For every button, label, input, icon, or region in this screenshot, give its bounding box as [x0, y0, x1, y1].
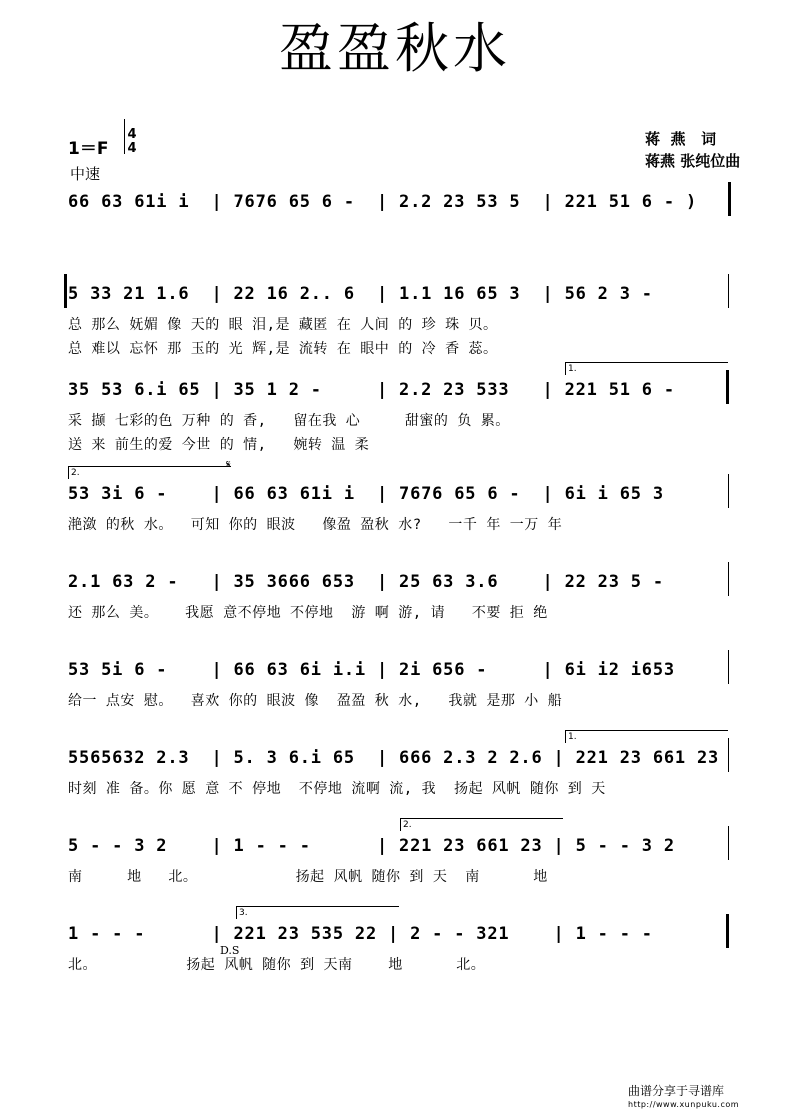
volta-bracket-2: 2.: [68, 466, 231, 479]
meter-divider: [124, 119, 125, 154]
score-row-3: [0, 364, 790, 470]
repeat-start-barline: [64, 274, 67, 308]
notation-line: 5 33 21 1.6 | 22 16 2.. 6 | 1.1 16 65 3 | 56 2 3 -: [68, 284, 653, 304]
barline: [728, 738, 729, 772]
lyric-verse-1: 采 撷 七彩的色 万种 的 香, 留在我 心 甜蜜的 负 累。: [68, 413, 510, 429]
volta-bracket-1b: 1.: [565, 730, 728, 743]
meter-bottom: 4: [127, 141, 137, 156]
notation-line: 35 53 6.i 65 | 35 1 2 - | 2.2 23 533 | 221 51 6 -: [68, 380, 675, 400]
volta-bracket-2b: 2.: [400, 818, 563, 831]
repeat-end-barline: [726, 370, 729, 404]
lyricist-credit: 蒋 燕 词: [645, 130, 717, 148]
barline: [728, 474, 729, 508]
barline: [728, 274, 729, 308]
key-signature: 1＝F: [68, 139, 109, 159]
notation-line: 1 - - - | 221 23 535 22 | 2 - - 321 | 1 - - -: [68, 924, 653, 944]
lyric-line: 给一 点安 慰。 喜欢 你的 眼波 像 盈盈 秋 水, 我就 是那 小 船: [68, 693, 563, 709]
final-barline: [726, 914, 729, 948]
score-row-2: [0, 284, 790, 374]
barline: [728, 826, 729, 860]
score-row-7: [0, 732, 790, 838]
composer-credit: 蒋燕 张纯位曲: [645, 152, 741, 170]
lyric-verse-2: 总 难以 忘怀 那 玉的 光 辉,是 流转 在 眼中 的 冷 香 蕊。: [68, 341, 498, 357]
song-title: 盈盈秋水: [279, 17, 511, 80]
lyric-line: 时刻 准 备。你 愿 意 不 停地 不停地 流啊 流, 我 扬起 风帆 随你 到 天: [68, 781, 606, 797]
barline: [728, 650, 729, 684]
notation-line: 53 3i 6 - | 66 63 61i i | 7676 65 6 - | 6i i 65 3: [68, 484, 664, 504]
notation-line: 66 63 61i i | 7676 65 6 - | 2.2 23 53 5 | 221 51 6 - ): [68, 192, 697, 212]
lyric-line: 滟潋 的秋 水。 可知 你的 眼波 像盈 盈秋 水? 一千 年 一万 年: [68, 517, 563, 533]
barline: [728, 562, 729, 596]
score-row-9: [0, 908, 790, 1014]
watermark-url: http://www.xunpuku.com: [628, 1100, 740, 1109]
volta-bracket-1: 1.: [565, 362, 728, 375]
score-row-4: [0, 458, 790, 574]
watermark-text: 曲谱分享于寻谱库: [628, 1084, 725, 1098]
lyric-line: 还 那么 美。 我愿 意不停地 不停地 游 啊 游, 请 不要 拒 绝: [68, 605, 548, 621]
tempo-marking: 中速: [70, 165, 101, 183]
time-signature: [124, 128, 140, 156]
segno-sign: 𝄋: [226, 458, 231, 471]
score-row-5: [0, 572, 790, 662]
lyric-verse-2: 送 来 前生的爱 今世 的 情, 婉转 温 柔: [68, 437, 370, 453]
notation-line: 53 5i 6 - | 66 63 6i i.i | 2i 656 - | 6i i2 i653: [68, 660, 675, 680]
notation-line: 5 - - 3 2 | 1 - - - | 221 23 661 23 | 5 - - 3 2: [68, 836, 675, 856]
watermark-footer: [628, 1084, 774, 1112]
meter-top: 4: [127, 127, 137, 142]
lyric-line: 北。 扬起 风帆 随你 到 天南 地 北。: [68, 957, 486, 973]
volta-bracket-3: 3.: [236, 906, 399, 919]
notation-line: 2.1 63 2 - | 35 3666 653 | 25 63 3.6 | 22 23 5 -: [68, 572, 664, 592]
score-row-1: [0, 192, 790, 282]
lyric-line: 南 地 北。 扬起 风帆 随你 到 天 南 地: [68, 869, 548, 885]
barline: [728, 182, 731, 216]
notation-line: 5565632 2.3 | 5. 3 6.i 65 | 666 2.3 2 2.6 | 221 23 661 23: [68, 748, 720, 768]
lyric-verse-1: 总 那么 妩媚 像 天的 眼 泪,是 藏匿 在 人间 的 珍 珠 贝。: [68, 317, 498, 333]
dal-segno-mark: D.S: [220, 944, 240, 957]
